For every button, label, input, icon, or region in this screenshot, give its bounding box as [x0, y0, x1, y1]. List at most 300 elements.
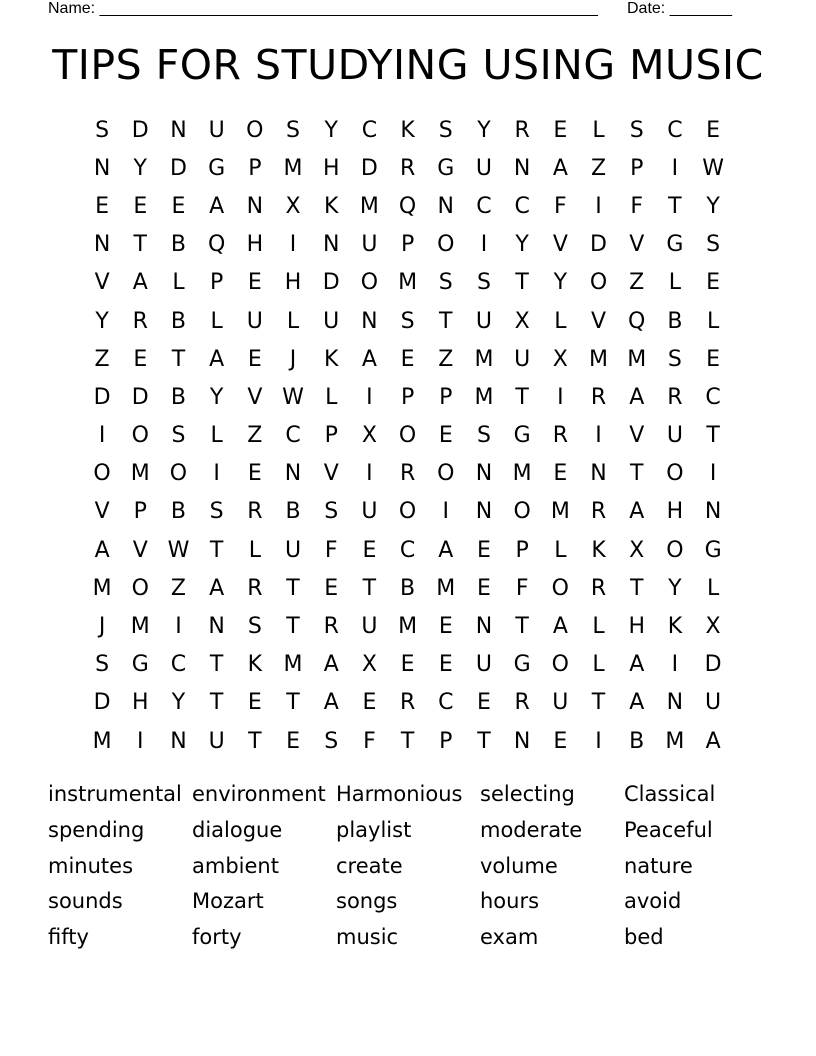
grid-letter[interactable]: N: [208, 614, 225, 640]
grid-letter[interactable]: D: [360, 155, 378, 181]
grid-letter[interactable]: S: [95, 652, 110, 678]
grid-letter[interactable]: C: [514, 193, 530, 219]
grid-letter[interactable]: T: [400, 728, 415, 754]
grid-letter[interactable]: H: [132, 690, 149, 716]
grid-letter[interactable]: Q: [628, 308, 646, 334]
grid-letter[interactable]: I: [709, 461, 717, 487]
grid-letter[interactable]: D: [93, 690, 111, 716]
grid-letter[interactable]: V: [323, 461, 339, 487]
grid-letter[interactable]: S: [324, 499, 339, 525]
grid-letter[interactable]: S: [400, 308, 415, 334]
grid-letter[interactable]: E: [362, 537, 377, 563]
grid-letter[interactable]: R: [132, 308, 148, 334]
grid-letter[interactable]: I: [366, 384, 373, 410]
grid-letter[interactable]: E: [247, 270, 262, 296]
grid-letter[interactable]: R: [590, 499, 607, 525]
grid-letter[interactable]: B: [170, 232, 187, 258]
grid-letter[interactable]: F: [515, 575, 529, 601]
grid-letter[interactable]: L: [172, 270, 185, 296]
grid-letter[interactable]: M: [92, 728, 112, 754]
grid-letter[interactable]: R: [247, 575, 263, 601]
grid-letter[interactable]: K: [400, 117, 415, 143]
grid-letter[interactable]: T: [286, 575, 300, 601]
grid-letter[interactable]: I: [289, 232, 297, 258]
grid-letter[interactable]: S: [324, 728, 339, 754]
grid-letter[interactable]: Y: [515, 232, 529, 258]
grid-letter[interactable]: X: [361, 652, 377, 678]
grid-letter[interactable]: V: [629, 423, 645, 449]
grid-letter[interactable]: O: [513, 499, 531, 525]
grid-letter[interactable]: D: [704, 652, 722, 678]
grid-letter[interactable]: T: [515, 614, 529, 640]
grid-letter[interactable]: L: [592, 117, 605, 143]
grid-letter[interactable]: E: [133, 346, 148, 372]
grid-letter[interactable]: N: [704, 499, 722, 525]
grid-letter[interactable]: R: [399, 461, 416, 487]
grid-letter[interactable]: L: [706, 308, 720, 334]
grid-letter[interactable]: P: [439, 728, 453, 754]
grid-letter[interactable]: M: [627, 346, 647, 372]
grid-letter[interactable]: U: [475, 308, 493, 334]
grid-letter[interactable]: O: [551, 652, 569, 678]
grid-letter[interactable]: E: [477, 575, 491, 601]
grid-letter[interactable]: E: [438, 423, 453, 449]
grid-letter[interactable]: P: [248, 155, 262, 181]
grid-letter[interactable]: N: [284, 461, 302, 487]
grid-letter[interactable]: S: [95, 117, 110, 143]
grid-letter[interactable]: A: [629, 384, 645, 410]
grid-letter[interactable]: R: [399, 690, 416, 716]
grid-letter[interactable]: Y: [171, 690, 186, 716]
grid-letter[interactable]: M: [283, 155, 303, 181]
grid-letter[interactable]: O: [589, 270, 608, 296]
grid-letter[interactable]: X: [361, 423, 377, 449]
grid-letter[interactable]: G: [131, 652, 149, 678]
grid-letter[interactable]: B: [170, 308, 187, 334]
grid-letter[interactable]: L: [554, 308, 567, 334]
grid-letter[interactable]: H: [284, 270, 302, 296]
grid-letter[interactable]: A: [438, 537, 454, 563]
grid-letter[interactable]: U: [208, 728, 225, 754]
grid-letter[interactable]: R: [323, 614, 339, 640]
grid-letter[interactable]: N: [513, 155, 531, 181]
grid-letter[interactable]: T: [209, 537, 224, 563]
grid-letter[interactable]: P: [630, 155, 644, 181]
grid-letter[interactable]: H: [322, 155, 340, 181]
grid-letter[interactable]: A: [552, 155, 568, 181]
grid-letter[interactable]: A: [629, 690, 645, 716]
grid-letter[interactable]: M: [474, 384, 494, 410]
grid-letter[interactable]: O: [437, 232, 455, 258]
grid-letter[interactable]: C: [667, 117, 683, 143]
grid-letter[interactable]: L: [554, 537, 567, 563]
grid-letter[interactable]: I: [557, 384, 564, 410]
grid-letter[interactable]: E: [706, 117, 721, 143]
grid-letter[interactable]: X: [552, 346, 568, 372]
grid-letter[interactable]: T: [209, 652, 224, 678]
grid-letter[interactable]: K: [247, 652, 263, 678]
grid-letter[interactable]: E: [706, 346, 721, 372]
word-bank-item: fifty: [48, 925, 89, 950]
grid-letter[interactable]: T: [209, 690, 224, 716]
grid-letter[interactable]: E: [477, 690, 491, 716]
grid-letter[interactable]: Y: [133, 155, 147, 181]
word-bank-item: spending: [48, 817, 145, 842]
grid-letter[interactable]: L: [248, 537, 261, 563]
grid-letter[interactable]: E: [247, 346, 262, 372]
grid-letter[interactable]: T: [629, 461, 644, 487]
word-bank-item: create: [336, 853, 403, 878]
date-field[interactable]: Date: _______: [627, 0, 732, 17]
grid-letter[interactable]: O: [398, 423, 417, 449]
grid-letter[interactable]: L: [592, 614, 605, 640]
grid-letter[interactable]: U: [208, 117, 225, 143]
grid-letter[interactable]: U: [361, 499, 378, 525]
grid-letter[interactable]: Z: [247, 423, 263, 449]
grid-letter[interactable]: S: [476, 270, 491, 296]
grid-letter[interactable]: R: [399, 155, 416, 181]
grid-letter[interactable]: E: [706, 270, 721, 296]
grid-letter[interactable]: V: [94, 499, 110, 525]
grid-letter[interactable]: N: [361, 308, 378, 334]
grid-letter[interactable]: X: [629, 537, 645, 563]
grid-letter[interactable]: M: [512, 461, 532, 487]
grid-letter[interactable]: R: [590, 575, 607, 601]
grid-letter[interactable]: N: [170, 728, 187, 754]
grid-letter[interactable]: Z: [590, 155, 607, 181]
grid-letter[interactable]: Z: [629, 270, 645, 296]
grid-letter[interactable]: A: [132, 270, 148, 296]
word-bank-item: Harmonious: [336, 782, 463, 806]
grid-letter[interactable]: M: [550, 499, 570, 525]
grid-letter[interactable]: I: [213, 461, 220, 487]
grid-letter[interactable]: U: [475, 155, 493, 181]
grid-letter[interactable]: P: [324, 423, 338, 449]
grid-letter[interactable]: W: [702, 155, 724, 181]
grid-letter[interactable]: W: [282, 384, 304, 410]
grid-letter[interactable]: A: [629, 499, 645, 525]
grid-letter[interactable]: O: [131, 423, 149, 449]
grid-letter[interactable]: U: [323, 308, 340, 334]
grid-letter[interactable]: F: [554, 193, 567, 219]
name-field[interactable]: Name: ________________________________________________________: [48, 0, 598, 17]
grid-letter[interactable]: L: [592, 652, 605, 678]
grid-letter[interactable]: H: [666, 499, 684, 525]
grid-letter[interactable]: T: [362, 575, 377, 601]
grid-letter[interactable]: K: [667, 614, 683, 640]
grid-letter[interactable]: H: [628, 614, 645, 640]
grid-letter[interactable]: A: [629, 652, 645, 678]
grid-letter[interactable]: E: [400, 346, 415, 372]
grid-letter[interactable]: D: [590, 232, 607, 258]
grid-letter[interactable]: S: [209, 499, 224, 525]
grid-letter[interactable]: M: [589, 346, 609, 372]
grid-letter[interactable]: N: [322, 232, 340, 258]
grid-letter[interactable]: T: [286, 614, 300, 640]
grid-letter[interactable]: X: [705, 614, 721, 640]
grid-letter[interactable]: B: [170, 384, 187, 410]
grid-letter[interactable]: T: [248, 728, 262, 754]
grid-letter[interactable]: Z: [94, 346, 110, 372]
grid-letter[interactable]: W: [167, 537, 190, 563]
grid-letter[interactable]: Y: [209, 384, 224, 410]
grid-letter[interactable]: N: [437, 193, 455, 219]
grid-letter[interactable]: Z: [438, 346, 454, 372]
grid-letter[interactable]: T: [477, 728, 491, 754]
grid-letter[interactable]: F: [630, 193, 644, 219]
grid-letter[interactable]: O: [131, 575, 149, 601]
grid-letter[interactable]: A: [209, 346, 225, 372]
grid-letter[interactable]: E: [247, 461, 262, 487]
grid-letter[interactable]: C: [705, 384, 721, 410]
grid-letter[interactable]: D: [93, 384, 111, 410]
grid-letter[interactable]: O: [666, 461, 684, 487]
grid-letter[interactable]: G: [704, 537, 722, 563]
grid-letter[interactable]: P: [400, 232, 415, 258]
grid-letter[interactable]: R: [247, 499, 263, 525]
grid-letter[interactable]: T: [515, 384, 529, 410]
grid-letter[interactable]: R: [667, 384, 683, 410]
grid-letter[interactable]: E: [95, 193, 110, 219]
grid-letter[interactable]: M: [130, 461, 150, 487]
grid-letter[interactable]: S: [667, 346, 682, 372]
grid-letter[interactable]: S: [438, 270, 453, 296]
grid-letter[interactable]: O: [93, 461, 111, 487]
grid-letter[interactable]: Y: [668, 575, 682, 601]
grid-letter[interactable]: U: [361, 232, 378, 258]
grid-letter[interactable]: M: [665, 728, 685, 754]
grid-letter[interactable]: P: [210, 270, 224, 296]
grid-letter[interactable]: A: [209, 575, 225, 601]
grid-letter[interactable]: C: [476, 193, 492, 219]
grid-letter[interactable]: M: [283, 652, 303, 678]
grid-letter[interactable]: G: [513, 652, 531, 678]
grid-letter[interactable]: E: [247, 690, 262, 716]
grid-letter[interactable]: P: [400, 384, 415, 410]
grid-letter[interactable]: X: [514, 308, 530, 334]
grid-letter[interactable]: G: [208, 155, 226, 181]
grid-letter[interactable]: T: [706, 423, 720, 449]
grid-letter[interactable]: Z: [170, 575, 186, 601]
grid-letter[interactable]: L: [210, 308, 223, 334]
grid-letter[interactable]: V: [629, 232, 645, 258]
grid-letter[interactable]: Y: [324, 117, 338, 143]
grid-letter[interactable]: B: [285, 499, 301, 525]
grid-letter[interactable]: Q: [398, 193, 417, 219]
grid-letter[interactable]: F: [363, 728, 376, 754]
grid-letter[interactable]: I: [175, 614, 182, 640]
grid-letter[interactable]: P: [439, 384, 453, 410]
grid-letter[interactable]: U: [705, 690, 722, 716]
grid-letter[interactable]: S: [286, 117, 301, 143]
word-bank: [48, 778, 768, 957]
grid-letter[interactable]: B: [170, 499, 187, 525]
grid-letter[interactable]: R: [552, 423, 568, 449]
grid-letter[interactable]: S: [476, 423, 491, 449]
grid-letter[interactable]: L: [286, 308, 300, 334]
grid-letter[interactable]: S: [629, 117, 644, 143]
grid-letter[interactable]: R: [590, 384, 607, 410]
grid-letter[interactable]: D: [131, 384, 149, 410]
grid-letter[interactable]: I: [137, 728, 144, 754]
grid-letter[interactable]: U: [284, 537, 302, 563]
grid-letter[interactable]: E: [324, 575, 339, 601]
grid-letter[interactable]: N: [666, 690, 684, 716]
grid-letter[interactable]: I: [671, 652, 679, 678]
grid-letter[interactable]: I: [366, 461, 373, 487]
grid-letter[interactable]: S: [171, 423, 186, 449]
grid-letter[interactable]: U: [361, 614, 378, 640]
grid-letter[interactable]: C: [285, 423, 301, 449]
grid-letter[interactable]: G: [437, 155, 455, 181]
grid-letter[interactable]: T: [591, 690, 606, 716]
grid-letter[interactable]: R: [514, 117, 530, 143]
grid-letter[interactable]: E: [553, 117, 568, 143]
grid-letter[interactable]: U: [475, 652, 493, 678]
grid-letter[interactable]: Y: [477, 117, 491, 143]
grid-letter[interactable]: A: [323, 652, 339, 678]
grid-letter[interactable]: Y: [706, 193, 720, 219]
grid-letter[interactable]: I: [98, 423, 106, 449]
grid-letter[interactable]: U: [514, 346, 531, 372]
grid-letter[interactable]: V: [247, 384, 263, 410]
grid-letter[interactable]: I: [442, 499, 450, 525]
grid-letter[interactable]: N: [475, 614, 493, 640]
grid-letter[interactable]: A: [94, 537, 110, 563]
grid-letter[interactable]: T: [515, 270, 529, 296]
grid-letter[interactable]: E: [553, 461, 568, 487]
grid-letter[interactable]: Y: [553, 270, 568, 296]
grid-letter[interactable]: C: [399, 537, 416, 563]
grid-letter[interactable]: N: [170, 117, 187, 143]
grid-letter[interactable]: M: [130, 614, 150, 640]
grid-letter[interactable]: N: [246, 193, 264, 219]
grid-letter[interactable]: C: [170, 652, 187, 678]
grid-letter[interactable]: G: [666, 232, 684, 258]
grid-letter[interactable]: L: [668, 270, 682, 296]
grid-letter[interactable]: L: [325, 384, 338, 410]
grid-letter[interactable]: J: [98, 614, 106, 640]
grid-letter[interactable]: B: [667, 308, 683, 334]
grid-letter[interactable]: B: [629, 728, 645, 754]
grid-letter[interactable]: O: [398, 499, 417, 525]
grid-letter[interactable]: D: [322, 270, 340, 296]
grid-letter[interactable]: O: [169, 461, 188, 487]
grid-letter[interactable]: A: [323, 690, 339, 716]
grid-letter[interactable]: T: [439, 308, 453, 334]
grid-letter[interactable]: U: [666, 423, 683, 449]
grid-letter[interactable]: S: [706, 232, 721, 258]
grid-letter[interactable]: N: [475, 461, 493, 487]
grid-letter[interactable]: V: [132, 537, 148, 563]
grid-letter[interactable]: T: [171, 346, 186, 372]
grid-letter[interactable]: K: [324, 193, 339, 219]
grid-letter[interactable]: M: [92, 575, 112, 601]
grid-row: [83, 378, 733, 416]
grid-letter[interactable]: I: [480, 232, 488, 258]
grid-letter[interactable]: N: [93, 232, 111, 258]
grid-letter[interactable]: G: [513, 423, 531, 449]
grid-letter[interactable]: S: [438, 117, 453, 143]
grid-letter[interactable]: B: [400, 575, 416, 601]
grid-letter[interactable]: E: [400, 652, 415, 678]
grid-letter[interactable]: E: [438, 652, 453, 678]
grid-letter[interactable]: N: [93, 155, 111, 181]
grid-letter[interactable]: M: [474, 346, 494, 372]
grid-letter[interactable]: A: [361, 346, 377, 372]
grid-letter[interactable]: S: [247, 614, 262, 640]
grid-letter[interactable]: I: [595, 728, 602, 754]
grid-letter[interactable]: K: [324, 346, 339, 372]
grid-letter[interactable]: M: [359, 193, 379, 219]
grid-letter[interactable]: N: [513, 728, 531, 754]
grid-letter[interactable]: V: [591, 308, 607, 334]
grid-letter[interactable]: K: [591, 537, 606, 563]
grid-letter[interactable]: A: [705, 728, 721, 754]
grid-letter[interactable]: U: [552, 690, 569, 716]
grid-letter[interactable]: T: [668, 193, 682, 219]
grid-letter[interactable]: E: [438, 614, 453, 640]
grid-letter[interactable]: X: [285, 193, 301, 219]
grid-letter[interactable]: J: [289, 346, 297, 372]
grid-letter[interactable]: L: [706, 575, 720, 601]
grid-letter[interactable]: P: [133, 499, 147, 525]
grid-letter[interactable]: O: [551, 575, 569, 601]
grid-letter[interactable]: E: [477, 537, 491, 563]
grid-letter[interactable]: T: [133, 232, 147, 258]
grid-letter[interactable]: E: [362, 690, 377, 716]
grid-letter[interactable]: E: [286, 728, 300, 754]
grid-letter[interactable]: I: [595, 193, 602, 219]
grid-letter[interactable]: N: [590, 461, 607, 487]
grid-letter[interactable]: E: [133, 193, 148, 219]
grid-letter[interactable]: H: [246, 232, 264, 258]
grid-letter[interactable]: D: [131, 117, 149, 143]
grid-letter[interactable]: Y: [95, 308, 109, 334]
grid-letter[interactable]: M: [398, 270, 418, 296]
grid-letter[interactable]: E: [553, 728, 568, 754]
grid-letter[interactable]: Q: [207, 232, 226, 258]
grid-letter[interactable]: R: [514, 690, 530, 716]
grid-letter[interactable]: D: [169, 155, 187, 181]
grid-letter[interactable]: L: [210, 423, 223, 449]
grid-letter[interactable]: E: [171, 193, 186, 219]
grid-letter[interactable]: V: [94, 270, 110, 296]
grid-letter[interactable]: M: [398, 614, 418, 640]
grid-letter[interactable]: O: [666, 537, 684, 563]
grid-letter[interactable]: U: [246, 308, 263, 334]
grid-letter[interactable]: V: [552, 232, 568, 258]
grid-letter[interactable]: P: [515, 537, 529, 563]
grid-letter[interactable]: C: [361, 117, 378, 143]
grid-letter[interactable]: O: [360, 270, 379, 296]
grid-letter[interactable]: O: [246, 117, 264, 143]
grid-letter[interactable]: M: [436, 575, 456, 601]
grid-letter[interactable]: T: [286, 690, 300, 716]
grid-row: [83, 111, 733, 149]
grid-letter[interactable]: O: [437, 461, 455, 487]
grid-row: [83, 493, 733, 531]
grid-letter[interactable]: I: [595, 423, 602, 449]
grid-letter[interactable]: A: [552, 614, 568, 640]
grid-letter[interactable]: I: [671, 155, 679, 181]
grid-letter[interactable]: F: [324, 537, 338, 563]
grid-letter[interactable]: C: [438, 690, 454, 716]
grid-letter[interactable]: N: [475, 499, 493, 525]
grid-row: [83, 607, 733, 645]
grid-letter[interactable]: T: [629, 575, 644, 601]
grid-letter[interactable]: A: [209, 193, 225, 219]
